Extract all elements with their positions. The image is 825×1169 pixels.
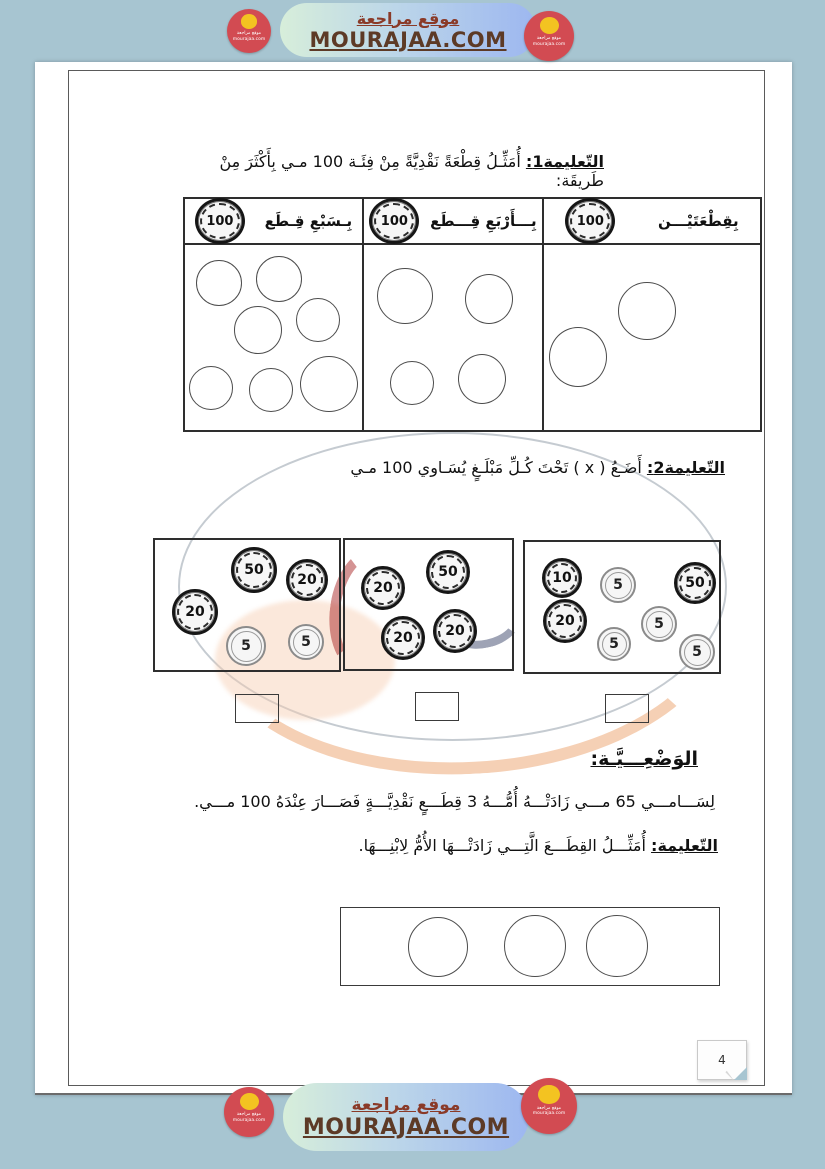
amount-box-2 [343, 538, 514, 671]
empty-coin-circle[interactable] [189, 366, 233, 410]
answer-square-2[interactable] [415, 692, 459, 721]
empty-coin-circle[interactable] [465, 274, 513, 324]
coin-100-icon: 100 [369, 198, 419, 244]
site-url-link[interactable]: MOURAJAA.COM [302, 1114, 510, 1140]
exercise1-table [183, 197, 762, 432]
empty-coin-circle[interactable] [249, 368, 293, 412]
column-header-label: بِـسَبْعِ قِـطَع [264, 212, 353, 230]
column-header-label: بِـــأَرْبَعِ قِـــطَع [430, 212, 537, 230]
empty-coin-circle[interactable] [296, 298, 340, 342]
coin-5: 5 [597, 627, 631, 661]
situation-text: لِسَـــامـــي 65 مـــي زَادَتْـــهُ أُمُّـــهُ 3 قِطَـــعٍ نَقْدِيَّـــةٍ فَصَـــارَ عِنْدَهُ 100 مـــي. [194, 792, 715, 811]
logo-book-icon [241, 14, 258, 29]
coin-50: 50 [426, 550, 470, 594]
exercise2-text: أَضَـعُ ( x ) تَحْتَ كُـلِّ مَبْلَـغٍ يُسَـاوي 100 مـي [350, 458, 642, 477]
table-column-two-pieces [542, 199, 760, 430]
coin-50: 50 [231, 547, 277, 593]
site-url-link[interactable]: MOURAJAA.COM [309, 27, 507, 52]
coin-5: 5 [679, 634, 715, 670]
logo-caption: موقع مراجعة mourajaa.com [232, 1112, 266, 1123]
page-number: 4 [718, 1053, 726, 1067]
coin-5: 5 [641, 606, 677, 642]
column-header-label: بِقِطْعَتَيْـــن [658, 212, 739, 230]
coin-20: 20 [433, 609, 477, 653]
page-number-note [697, 1040, 747, 1080]
coin-5: 5 [288, 624, 324, 660]
empty-coin-circle[interactable] [408, 917, 468, 977]
situation-instruction-label: التّعليمة: [651, 836, 718, 855]
empty-coin-circle[interactable] [549, 327, 607, 387]
coin-10: 10 [542, 558, 582, 598]
table-column-seven-pieces [185, 199, 362, 430]
coin-20: 20 [361, 566, 405, 610]
logo-book-icon [240, 1093, 259, 1110]
empty-coin-circle[interactable] [618, 282, 676, 340]
empty-coin-circle[interactable] [586, 915, 648, 977]
coin-100-icon: 100 [195, 198, 245, 244]
coin-20: 20 [543, 599, 587, 643]
coin-50: 50 [674, 562, 716, 604]
empty-coin-circle[interactable] [504, 915, 566, 977]
answer-square-3[interactable] [605, 694, 649, 723]
footer-banner [283, 1083, 529, 1151]
representation-box [340, 907, 720, 986]
situation-instruction-text: أُمَثِّـــلُ القِطَـــعَ الَّتِـــي زَادَتْـــهَا الأُمُّ لِابْنِـــهَا. [358, 836, 646, 855]
logo-caption: موقع مراجعة mourajaa.com [532, 1105, 566, 1117]
logo-book-icon [540, 17, 559, 34]
coin-100-icon: 100 [565, 198, 615, 244]
site-logo-icon [224, 1087, 274, 1137]
situation-instruction-line [330, 836, 718, 855]
empty-coin-circle[interactable] [300, 356, 358, 412]
exercise2-label: التّعليمة2: [646, 458, 725, 477]
exercise1-label: التّعليمة1: [525, 152, 604, 171]
site-title-arabic[interactable]: موقع مراجعة [356, 8, 460, 28]
empty-coin-circle[interactable] [234, 306, 282, 354]
coin-20: 20 [172, 589, 218, 635]
exercise1-line [182, 152, 604, 190]
coin-20: 20 [381, 616, 425, 660]
site-logo-icon [524, 11, 574, 61]
exercise1-text: أُمَثِّـلُ قِطْعَةً نَقْدِيَّةً مِنْ فِئَـة 100 مـي بِأَكْثَرَ مِنْ طَريقَة: [219, 152, 604, 190]
amount-box-1 [153, 538, 341, 672]
column-header [185, 199, 362, 245]
empty-coin-circle[interactable] [458, 354, 506, 404]
logo-caption: موقع مراجعة mourajaa.com [532, 36, 566, 47]
logo-book-icon [538, 1085, 559, 1104]
coin-5: 5 [226, 626, 266, 666]
exercise2-line [315, 458, 725, 477]
column-header [544, 199, 760, 245]
situation-heading: الوَضْعِـــيَّـة: [590, 748, 698, 770]
logo-caption: موقع مراجعة mourajaa.com [232, 31, 266, 42]
coin-5: 5 [600, 567, 636, 603]
answer-square-1[interactable] [235, 694, 279, 723]
empty-coin-circle[interactable] [256, 256, 302, 302]
site-title-arabic[interactable]: موقع مراجعة [351, 1094, 461, 1115]
site-logo-icon [227, 9, 271, 53]
table-column-four-pieces [362, 199, 542, 430]
empty-coin-circle[interactable] [390, 361, 434, 405]
column-header [364, 199, 542, 245]
header-banner [280, 3, 536, 57]
empty-coin-circle[interactable] [196, 260, 242, 306]
empty-coin-circle[interactable] [377, 268, 433, 324]
coin-20: 20 [286, 559, 328, 601]
site-logo-icon [521, 1078, 577, 1134]
amount-box-3 [523, 540, 721, 674]
